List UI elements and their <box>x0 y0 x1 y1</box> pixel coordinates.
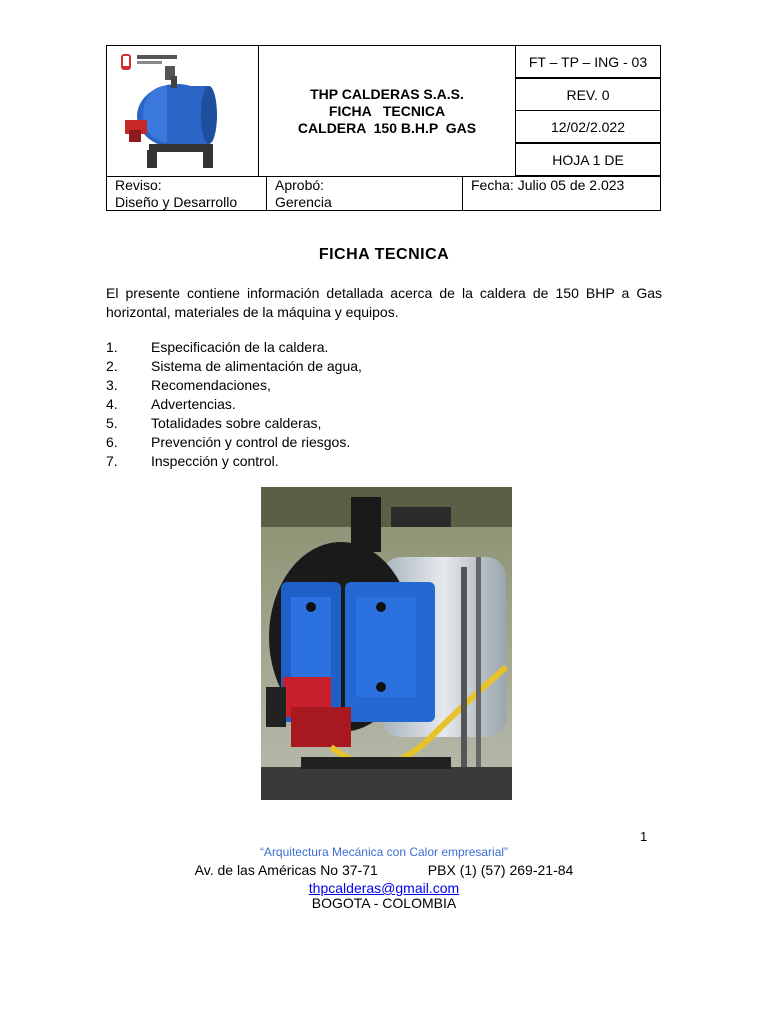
reviewed-cell <box>106 176 267 211</box>
list-item-text: Sistema de alimentación de agua, <box>151 358 362 374</box>
list-item-number: 2. <box>106 358 118 374</box>
logo-cell <box>106 45 259 177</box>
list-item-number: 4. <box>106 396 118 412</box>
company-name: THP CALDERAS S.A.S. <box>310 85 464 102</box>
date-text: 12/02/2.022 <box>551 118 625 135</box>
company-motto: “Arquitectura Mecánica con Calor empresarial” <box>259 845 509 859</box>
boiler-photo <box>261 487 512 800</box>
list-item <box>106 395 362 414</box>
sheet-cell <box>515 143 661 176</box>
list-item <box>106 414 362 433</box>
list-item-text: Advertencias. <box>151 396 236 412</box>
list-item <box>106 357 362 376</box>
page-number: 1 <box>640 829 648 844</box>
revision-cell <box>515 78 661 111</box>
document-code-text: FT – TP – ING - 03 <box>528 53 648 70</box>
list-item-number: 3. <box>106 377 118 393</box>
document-title: FICHA TECNICA <box>318 246 450 263</box>
fecha-cell <box>462 176 661 211</box>
list-item-text: Prevención y control de riesgos. <box>151 434 351 450</box>
list-item-text: Inspección y control. <box>151 453 279 469</box>
company-logo-boiler-image <box>107 46 258 176</box>
approved-label: Aprobó: <box>275 177 325 193</box>
list-item <box>106 338 362 357</box>
sheet-text: HOJA 1 DE <box>552 151 624 168</box>
list-item <box>106 376 362 395</box>
header-title-cell <box>258 45 516 177</box>
intro-paragraph: El presente contiene información detallada acerca de la caldera de 150 BHP a Gas horizontal, materiales de la máquina y equipos. <box>106 285 662 320</box>
list-item <box>106 452 362 471</box>
list-item <box>106 433 362 452</box>
list-item-number: 7. <box>106 453 118 469</box>
contents-list <box>106 338 362 471</box>
date-cell <box>515 110 661 143</box>
approved-cell <box>266 176 463 211</box>
reviewed-label: Reviso: <box>115 177 162 193</box>
list-item-number: 5. <box>106 415 118 431</box>
phone-text: PBX (1) (57) 269-21-84 <box>427 862 574 878</box>
list-item-text: Especificación de la caldera. <box>151 339 329 355</box>
city-text: BOGOTA - COLOMBIA <box>311 895 457 911</box>
revision-text: REV. 0 <box>566 86 610 103</box>
list-item-number: 1. <box>106 339 118 355</box>
email-link[interactable]: thpcalderas@gmail.com <box>308 880 460 896</box>
list-item-text: Recomendaciones, <box>151 377 271 393</box>
address-text: Av. de las Américas No 37-71 <box>194 862 378 878</box>
list-item-number: 6. <box>106 434 118 450</box>
fecha-text: Fecha: Julio 05 de 2.023 <box>471 177 625 193</box>
document-code <box>515 45 661 78</box>
list-item-text: Totalidades sobre calderas, <box>151 415 322 431</box>
document-subject: CALDERA 150 B.H.P GAS <box>297 119 477 136</box>
address-line <box>0 862 768 878</box>
reviewed-by: Diseño y Desarrollo <box>115 194 238 210</box>
document-type: FICHA TECNICA <box>328 102 446 119</box>
approved-by: Gerencia <box>275 194 332 210</box>
